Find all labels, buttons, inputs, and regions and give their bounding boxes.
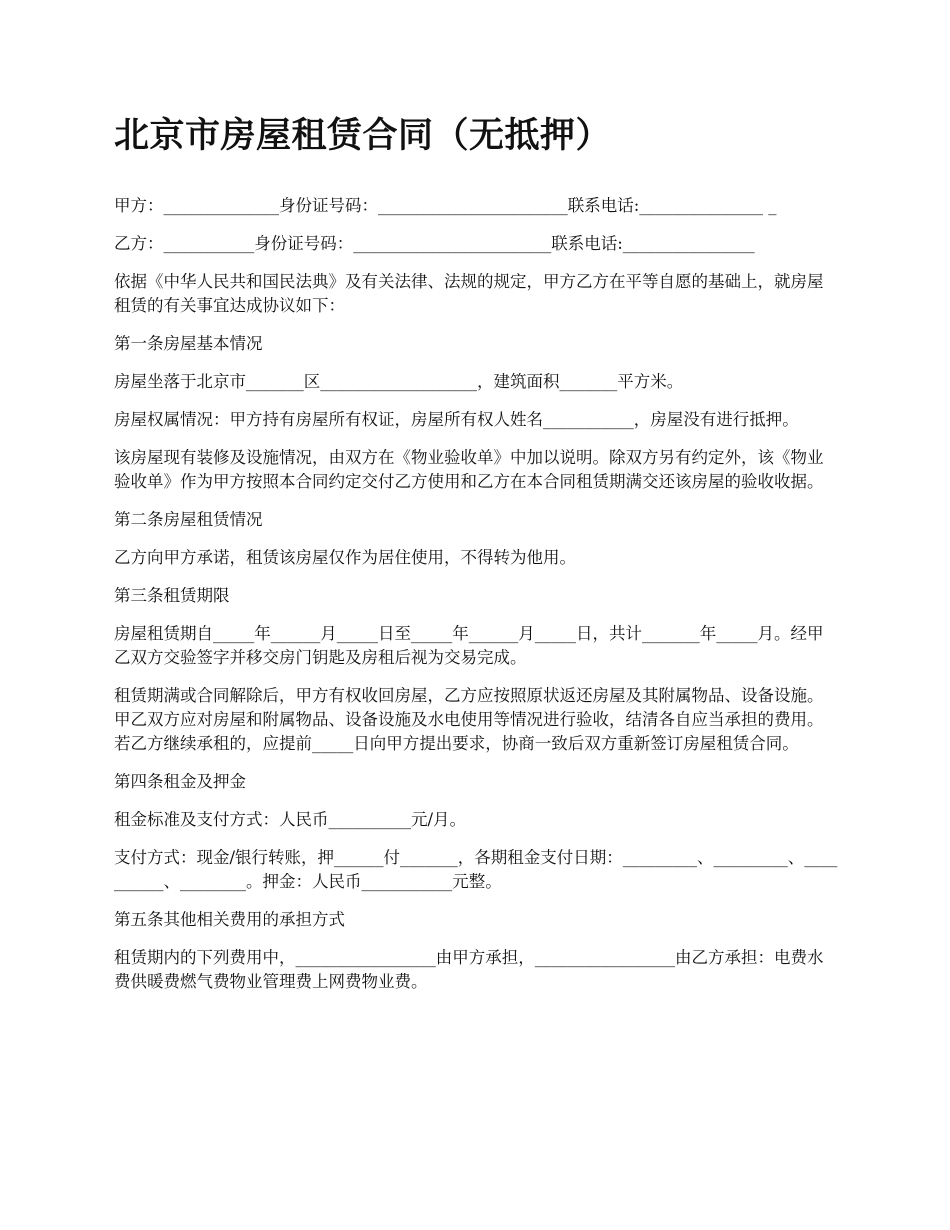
usage-commitment: 乙方向甲方承诺，租赁该房屋仅作为居住使用，不得转为他用。 bbox=[114, 548, 576, 567]
article-4-heading: 第四条租金及押金 bbox=[114, 772, 246, 791]
property-condition: 该房屋现有装修及设施情况，由双方在《物业验收单》中加以说明。除双方另有约定外，该《物业验收单》作为甲方按照本合同约定交付乙方使用和乙方在本合同租赁期满交还该房屋的验收收据。 bbox=[114, 448, 824, 491]
article-5-heading: 第五条其他相关费用的承担方式 bbox=[114, 910, 345, 929]
article-3-heading: 第三条租赁期限 bbox=[114, 586, 230, 605]
other-fees: 租赁期内的下列费用中，_________________由甲方承担，_________________由乙方承担：电费水费供暖费燃气费物业管理费上网费物业费。 bbox=[114, 948, 824, 991]
property-ownership: 房屋权属情况：甲方持有房屋所有权证，房屋所有权人姓名___________，房屋没有进行抵押。 bbox=[114, 410, 799, 429]
preamble: 依据《中华人民共和国民法典》及有关法律、法规的规定，甲方乙方在平等自愿的基础上，就房屋租赁的有关事宜达成协议如下： bbox=[114, 272, 824, 315]
lease-termination: 租赁期满或合同解除后，甲方有权收回房屋，乙方应按照原状返还房屋及其附属物品、设备设施。甲乙双方应对房屋和附属物品、设备设施及水电使用等情况进行验收，结清各自应当承担的费用。若乙方继续承租的，应提前_____日向甲方提出要求，协商一致后双方重新签订房屋租赁合同。 bbox=[114, 686, 824, 753]
property-location: 房屋坐落于北京市_______区___________________，建筑面积_______平方米。 bbox=[114, 372, 684, 391]
document-title: 北京市房屋租赁合同（无抵押） bbox=[114, 116, 612, 156]
party-b-line: 乙方：___________身份证号码：________________________联系电话:________________ bbox=[114, 234, 755, 253]
article-1-heading: 第一条房屋基本情况 bbox=[114, 334, 263, 353]
lease-term: 房屋租赁期自_____年______月_____日至_____年______月_____日，共计_______年_____月。经甲乙双方交验签字并移交房门钥匙及房租后视为交易完成。 bbox=[114, 624, 824, 667]
rent-standard: 租金标准及支付方式：人民币__________元/月。 bbox=[114, 810, 467, 829]
payment-method: 支付方式：现金/银行转账，押______付_______，各期租金支付日期：_________、_________、__________、________。押金：人民币___________元整。 bbox=[114, 848, 838, 891]
article-2-heading: 第二条房屋租赁情况 bbox=[114, 510, 263, 529]
party-a-line: 甲方：______________身份证号码：_______________________联系电话:_______________ _ bbox=[114, 196, 777, 215]
